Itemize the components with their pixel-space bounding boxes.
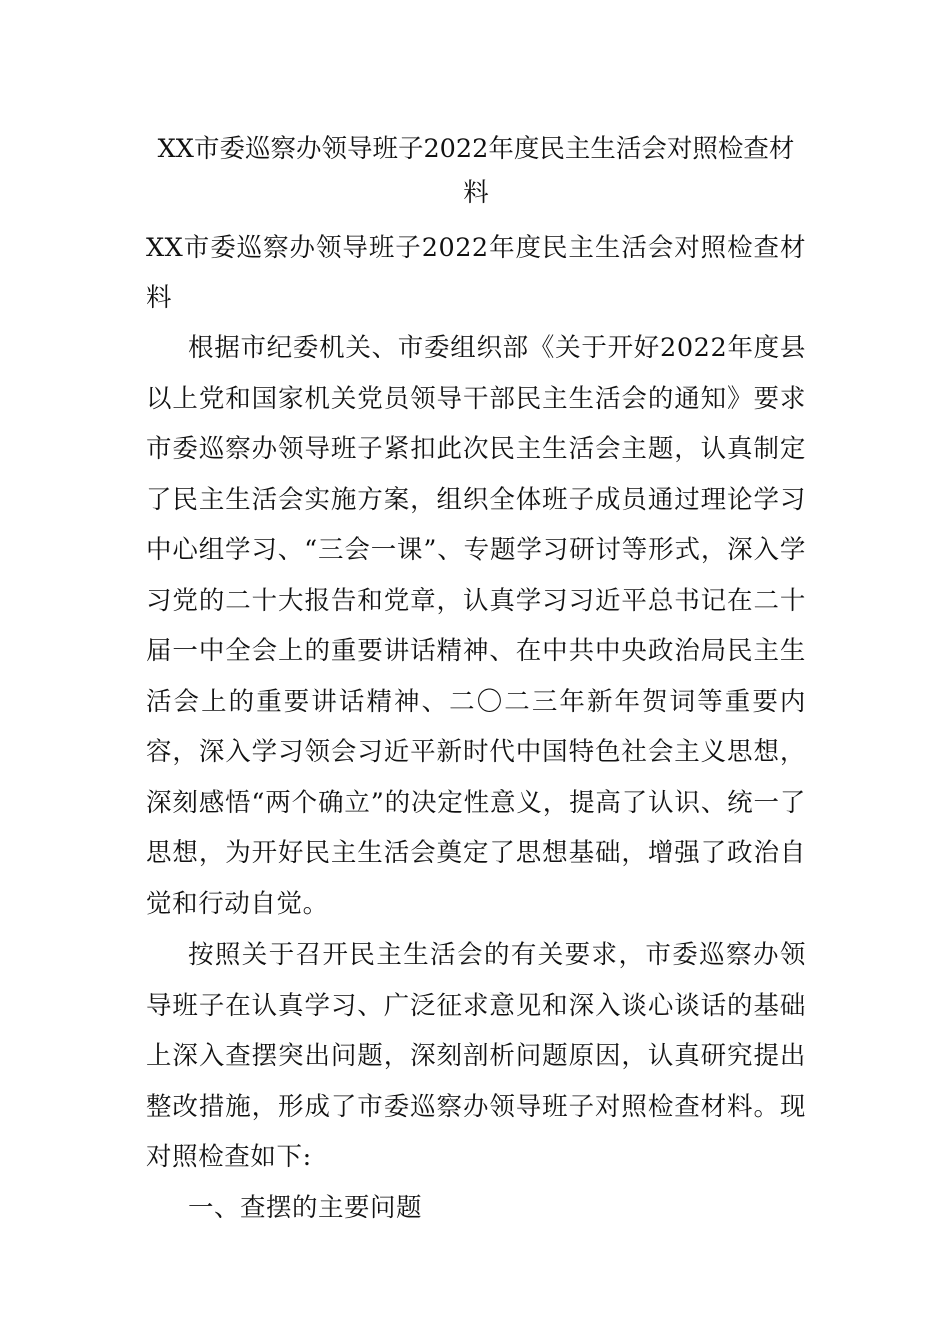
document-subtitle: XX市委巡察办领导班子2022年度民主生活会对照检查材料 <box>146 233 806 313</box>
document-title: XX市委巡察办领导班子2022年度民主生活会对照检查材料 <box>157 134 795 208</box>
section-heading: 一、查摆的主要问题 <box>188 1192 423 1223</box>
body-paragraph-1: 根据市纪委机关、市委组织部《关于开好2022年度县以上党和国家机关党员领导干部民主生活会的通知》要求市委巡察办领导班子紧扣此次民主生活会主题，认真制定了民主生活会实施方案，组织全体班子成员通过理论学习中心组学习、“三会一课”、专题学习研讨等形式，深入学习党的二十大报告和党章，认真学习习近平总书记在二十届一中全会上的重要讲话精神、在中共中央政治局民主生活会上的重要讲话精神、二〇二三年新年贺词等重要内容，深入学习领会习近平新时代中国特色社会主义思想，深刻感悟“两个确立”的决定性意义，提高了认识、统一了思想，为开好民主生活会奠定了思想基础，增强了政治自觉和行动自觉。 <box>146 333 806 919</box>
body-paragraph-2: 按照关于召开民主生活会的有关要求，市委巡察办领导班子在认真学习、广泛征求意见和深入谈心谈话的基础上深入查摆突出问题，深刻剖析问题原因，认真研究提出整改措施，形成了市委巡察办领导班子对照检查材料。现对照检查如下: <box>146 940 806 1172</box>
document-body <box>146 127 806 1233</box>
